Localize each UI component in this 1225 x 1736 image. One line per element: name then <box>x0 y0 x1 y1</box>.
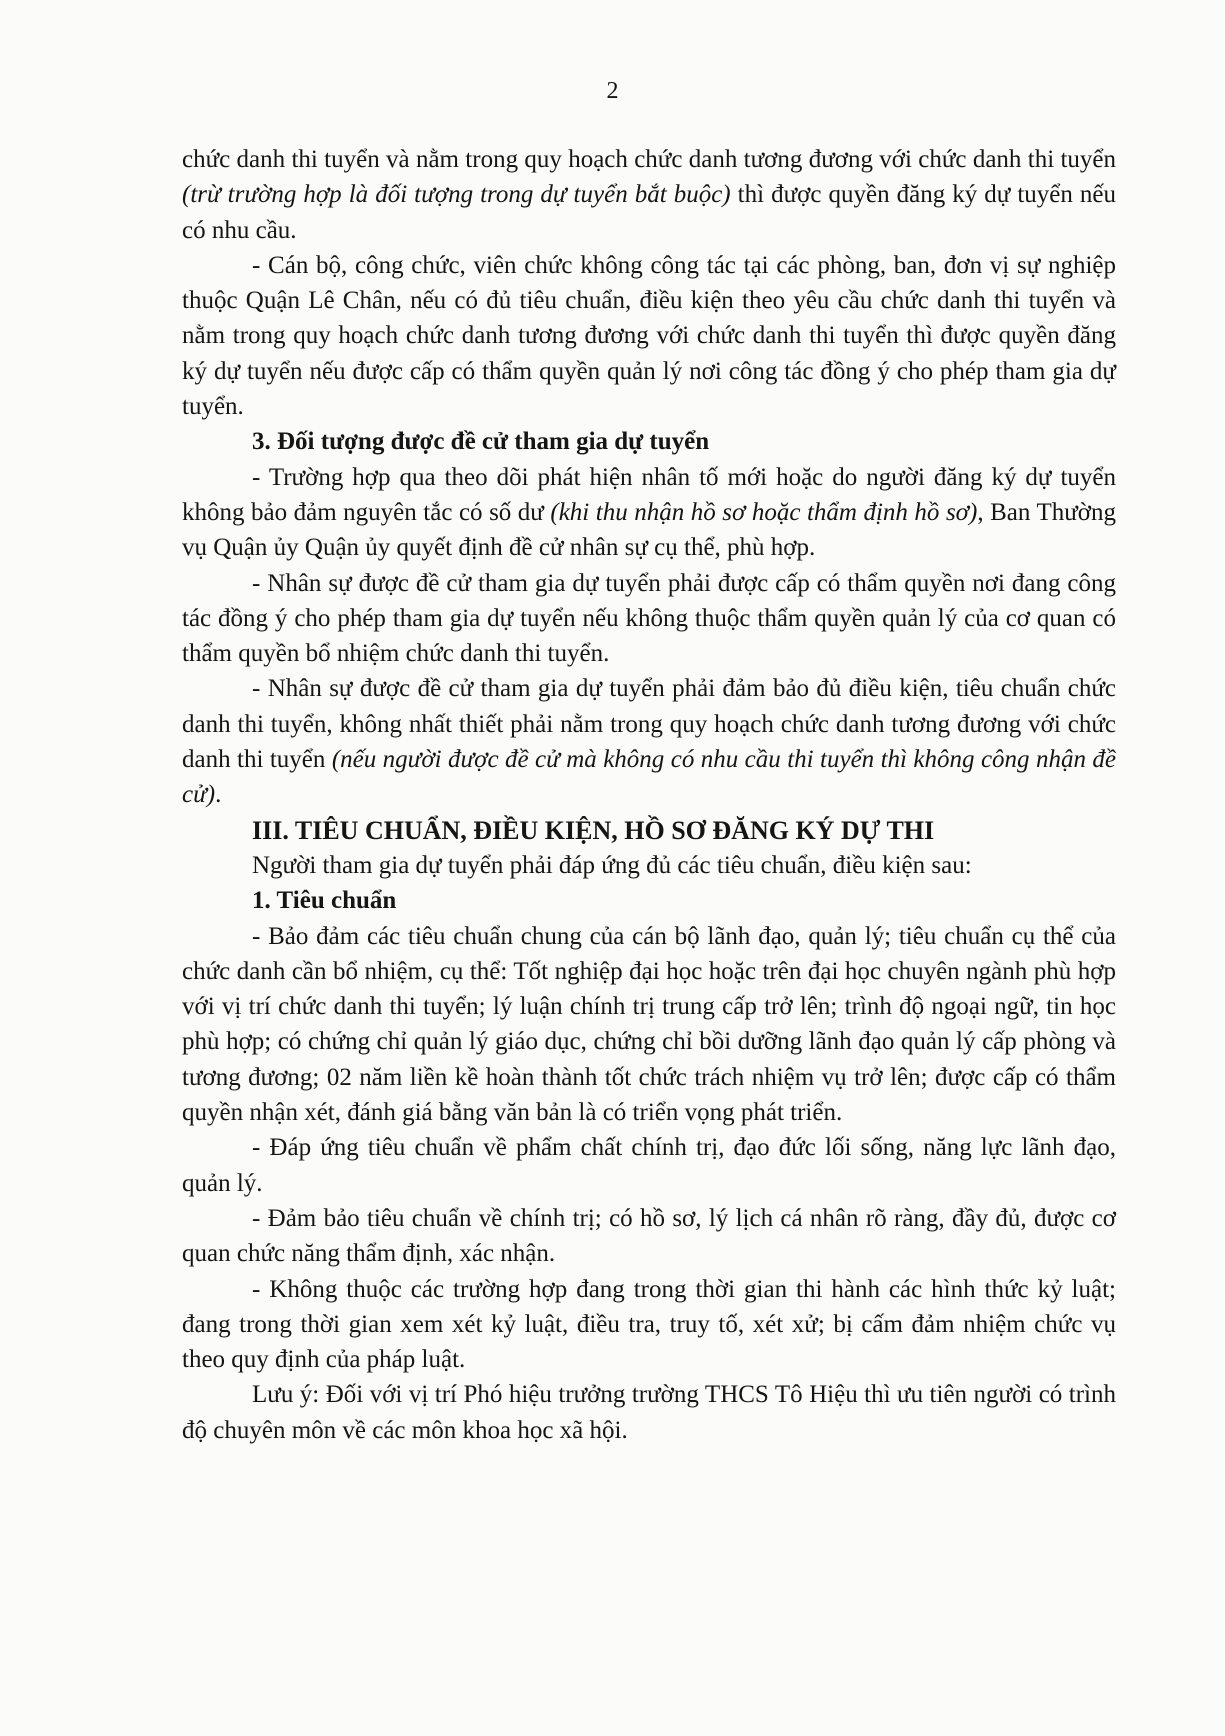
section-heading <box>182 813 1116 848</box>
text-run: - Bảo đảm các tiêu chuẩn chung của cán bộ lãnh đạo, quản lý; tiêu chuẩn cụ thể của chức danh cần bổ nhiệm, cụ thể: Tốt nghiệp đại học hoặc trên đại học chuyên ngành phù hợp với vị trí chức danh thi tuyển; lý luận chính trị trung cấp trở lên; trình độ ngoại ngữ, tin học phù hợp; có chứng chỉ quản lý giáo dục, chứng chỉ bồi dưỡng lãnh đạo quản lý cấp phòng và tương đương; 02 năm liền kề hoàn thành tốt chức trách nhiệm vụ trở lên; được cấp có thẩm quyền nhận xét, đánh giá bằng văn bản là có triển vọng phát triển. <box>182 922 1116 1127</box>
text-run: - Trường hợp qua theo dõi phát hiện nhân tố mới hoặc do người đăng ký dự tuyển không bảo đảm nguyên tắc có số dư <box>182 463 1116 526</box>
paragraph <box>182 1201 1116 1272</box>
text-run: III. TIÊU CHUẨN, ĐIỀU KIỆN, HỒ SƠ ĐĂNG KÝ DỰ THI <box>252 815 935 845</box>
text-run: Người tham gia dự tuyển phải đáp ứng đủ các tiêu chuẩn, điều kiện sau: <box>252 851 972 879</box>
section-heading <box>182 883 1116 918</box>
text-run: chức danh thi tuyển và nằm trong quy hoạch chức danh tương đương với chức danh thi tuyển <box>182 146 1116 173</box>
paragraph <box>182 142 1116 248</box>
italic-text: (khi thu nhận hồ sơ hoặc thẩm định hồ sơ) <box>550 498 978 526</box>
paragraph <box>182 460 1116 566</box>
paragraph <box>182 1272 1116 1378</box>
paragraph <box>182 566 1116 672</box>
document-body <box>182 142 1116 1448</box>
text-run: . <box>215 781 222 809</box>
text-run: - Không thuộc các trường hợp đang trong thời gian thi hành các hình thức kỷ luật; đang trong thời gian xem xét kỷ luật, điều tra, truy tố, xét xử; bị cấm đảm nhiệm chức vụ theo quy định của pháp luật. <box>182 1275 1116 1374</box>
paragraph <box>182 848 1116 883</box>
text-run: thì được quyền đăng ký dự tuyển nếu có nhu cầu. <box>182 181 1116 244</box>
paragraph <box>182 919 1116 1131</box>
italic-text: (nếu người được đề cử mà không có nhu cầu thi tuyển thì không công nhận đề cử) <box>182 746 1116 809</box>
text-run: , Ban Thường vụ Quận ủy Quận ủy quyết định đề cử nhân sự cụ thể, phù hợp. <box>182 498 1116 562</box>
text-run: 3. Đối tượng được đề cử tham gia dự tuyển <box>252 428 710 456</box>
paragraph <box>182 671 1116 812</box>
paragraph <box>182 1377 1116 1448</box>
text-run: Lưu ý: Đối với vị trí Phó hiệu trưởng trường THCS Tô Hiệu thì ưu tiên người có trình độ chuyên môn về các môn khoa học xã hội. <box>182 1381 1116 1444</box>
text-run: - Đảm bảo tiêu chuẩn về chính trị; có hồ sơ, lý lịch cá nhân rõ ràng, đầy đủ, được cơ quan chức năng thẩm định, xác nhận. <box>182 1204 1116 1268</box>
text-run: - Nhân sự được đề cử tham gia dự tuyển phải đảm bảo đủ điều kiện, tiêu chuẩn chức danh thi tuyển, không nhất thiết phải nằm trong quy hoạch chức danh tương đương với chức danh thi tuyển <box>182 675 1116 774</box>
text-run: - Đáp ứng tiêu chuẩn về phẩm chất chính trị, đạo đức lối sống, năng lực lãnh đạo, quản lý. <box>182 1134 1116 1197</box>
section-heading <box>182 424 1116 459</box>
italic-text: (trừ trường hợp là đối tượng trong dự tuyển bắt buộc) <box>182 181 731 209</box>
paragraph <box>182 248 1116 424</box>
text-run: 1. Tiêu chuẩn <box>252 887 397 915</box>
paragraph <box>182 1130 1116 1201</box>
text-run: - Cán bộ, công chức, viên chức không công tác tại các phòng, ban, đơn vị sự nghiệp thuộc Quận Lê Chân, nếu có đủ tiêu chuẩn, điều kiện theo yêu cầu chức danh thi tuyển và nằm trong quy hoạch chức danh tương đương với chức danh thi tuyển thì được quyền đăng ký dự tuyển nếu được cấp có thẩm quyền quản lý nơi công tác đồng ý cho phép tham gia dự tuyển. <box>182 251 1116 421</box>
page-number: 2 <box>606 78 619 104</box>
text-run: - Nhân sự được đề cử tham gia dự tuyển phải được cấp có thẩm quyền nơi đang công tác đồng ý cho phép tham gia dự tuyển nếu không thuộc thẩm quyền quản lý của cơ quan có thẩm quyền bổ nhiệm chức danh thi tuyển. <box>182 569 1116 668</box>
